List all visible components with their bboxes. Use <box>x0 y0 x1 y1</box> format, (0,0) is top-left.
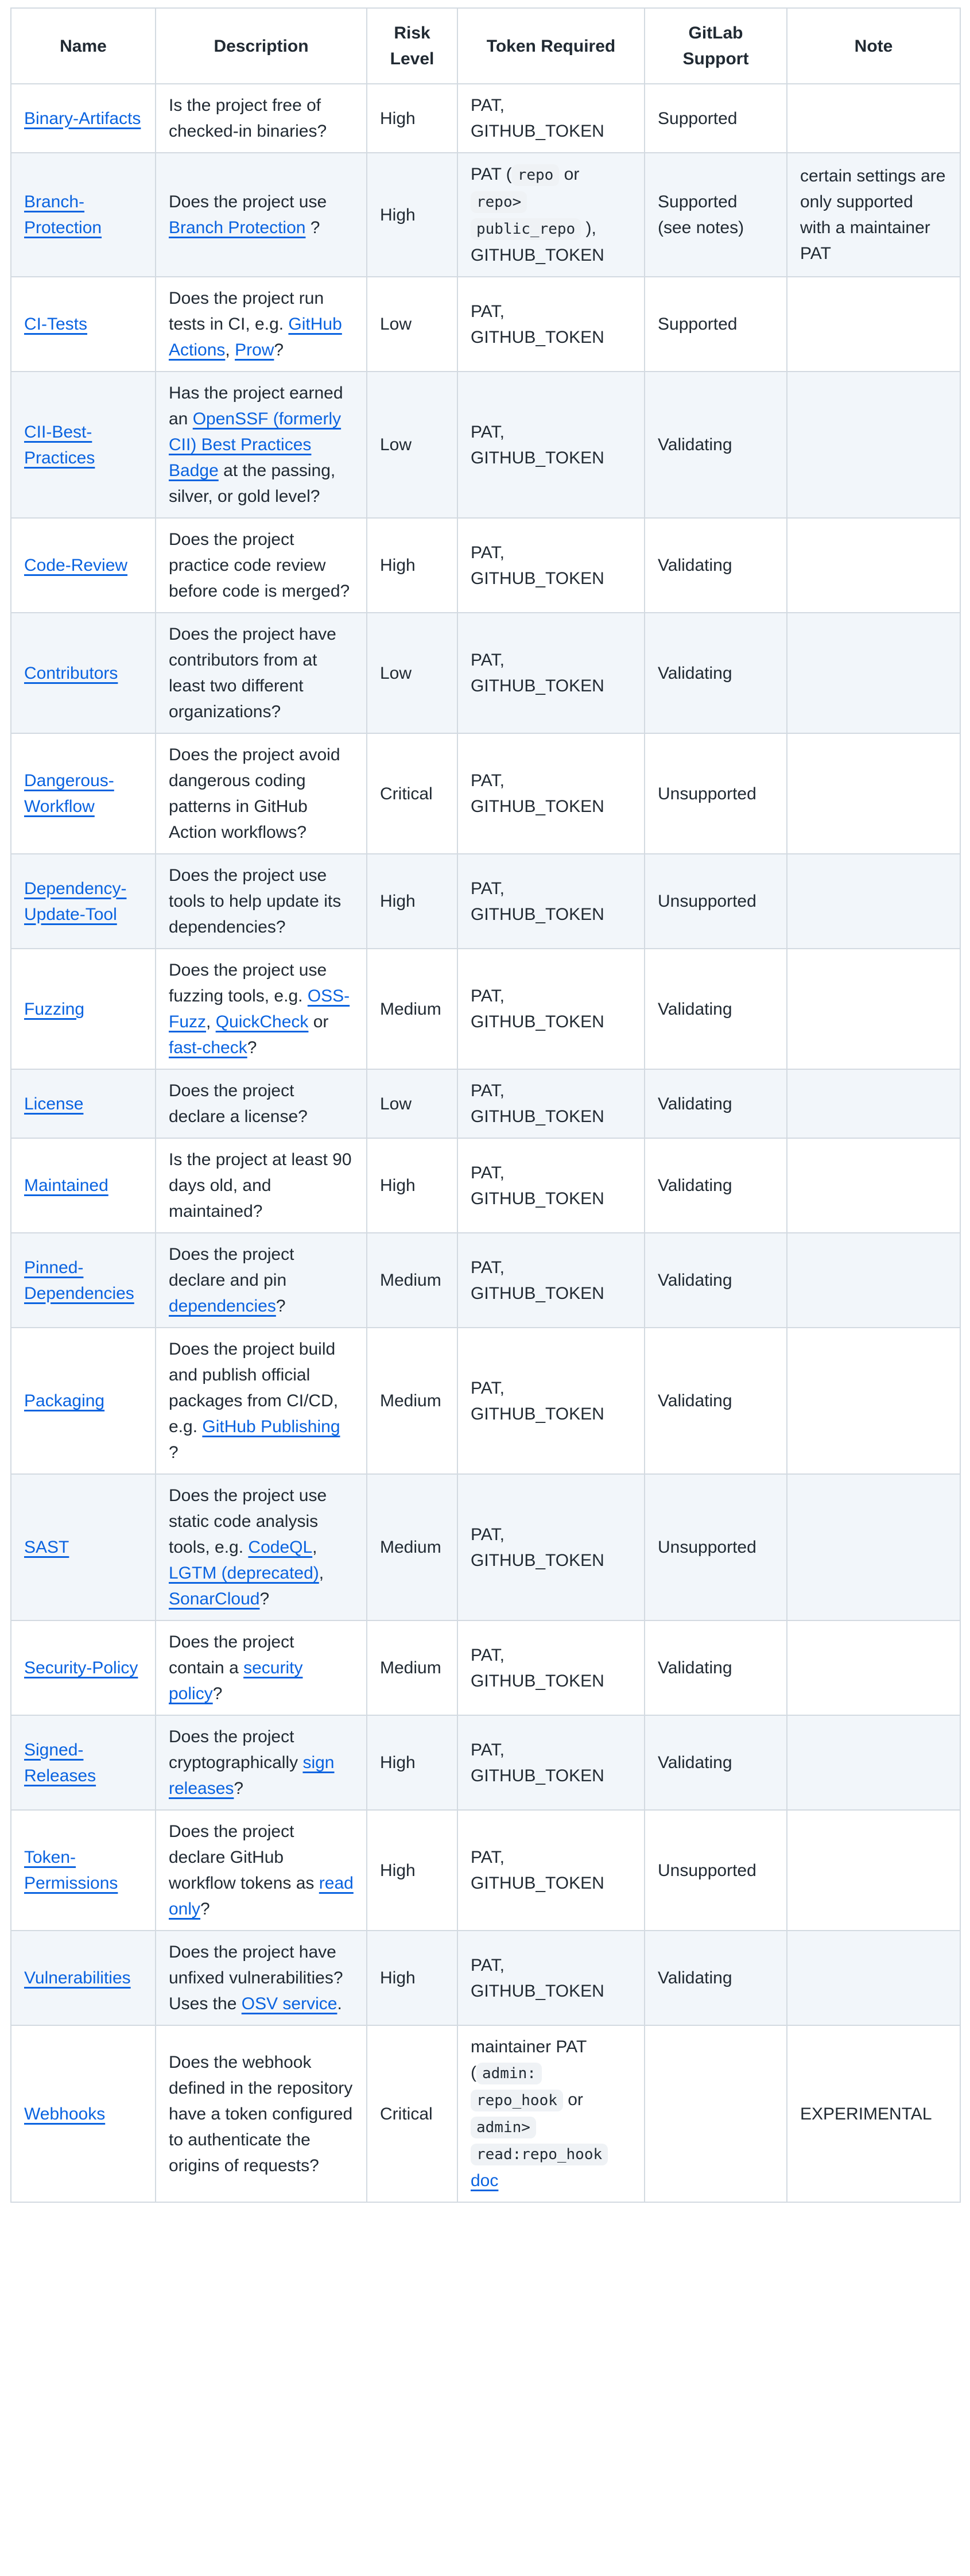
cell-token-required <box>457 1233 645 1328</box>
cell-description <box>156 518 367 613</box>
text: ? <box>305 218 320 237</box>
table-row-vulnerabilities <box>11 1931 960 2025</box>
cell-risk-level: Medium <box>367 1233 457 1328</box>
cell-risk-level: Low <box>367 372 457 518</box>
inline-link[interactable]: QuickCheck <box>215 1012 309 1031</box>
check-link-ci-tests[interactable]: CI-Tests <box>24 315 88 334</box>
cell-name <box>11 2025 156 2202</box>
cell-name <box>11 84 156 153</box>
cell-gitlab-support: Validating <box>645 1138 787 1233</box>
cell-note <box>787 1233 960 1328</box>
cell-risk-level: Critical <box>367 733 457 854</box>
text: ? <box>274 341 284 359</box>
text: PAT, GITHUB_TOKEN <box>471 301 604 347</box>
cell-name <box>11 733 156 854</box>
cell-description <box>156 1138 367 1233</box>
column-header-gitlab-support: GitLab Support <box>645 8 787 84</box>
text: Is the project free of checked-in binaries? <box>169 96 327 141</box>
cell-gitlab-support: Validating <box>645 613 787 733</box>
cell-token-required <box>457 1069 645 1138</box>
cell-risk-level: High <box>367 1138 457 1233</box>
cell-risk-level: High <box>367 153 457 277</box>
cell-token-required <box>457 1138 645 1233</box>
check-link-packaging[interactable]: Packaging <box>24 1391 105 1410</box>
inline-link[interactable]: dependencies <box>169 1297 276 1316</box>
cell-description <box>156 1715 367 1810</box>
text: Does the project have unfixed vulnerabilities? Uses the <box>169 1943 343 2013</box>
table-row-signed-releases <box>11 1715 960 1810</box>
inline-link[interactable]: fast-check <box>169 1038 247 1057</box>
cell-name <box>11 1931 156 2025</box>
table-row-dangerous-workflow <box>11 733 960 854</box>
check-link-fuzzing[interactable]: Fuzzing <box>24 999 85 1019</box>
cell-note <box>787 2025 960 2202</box>
cell-token-required <box>457 733 645 854</box>
text: , <box>206 1012 216 1031</box>
cell-note <box>787 518 960 613</box>
cell-token-required <box>457 1474 645 1620</box>
cell-note <box>787 733 960 854</box>
check-link-binary-artifacts[interactable]: Binary-Artifacts <box>24 109 141 128</box>
cell-note <box>787 277 960 372</box>
text: Does the project use static code analysis tools, e.g. <box>169 1486 327 1557</box>
table-row-branch-protection <box>11 153 960 277</box>
cell-risk-level: High <box>367 1810 457 1931</box>
table-row-contributors <box>11 613 960 733</box>
cell-risk-level: High <box>367 84 457 153</box>
cell-risk-level: Medium <box>367 1620 457 1715</box>
column-header-risk-level: Risk Level <box>367 8 457 84</box>
column-header-description: Description <box>156 8 367 84</box>
cell-note <box>787 84 960 153</box>
cell-gitlab-support: Unsupported <box>645 854 787 949</box>
cell-note <box>787 1810 960 1931</box>
check-link-dangerous-workflow[interactable]: Dangerous-Workflow <box>24 771 114 816</box>
cell-description <box>156 1810 367 1931</box>
text: Does the project contain a <box>169 1633 294 1677</box>
cell-risk-level: High <box>367 1931 457 2025</box>
cell-note <box>787 1069 960 1138</box>
cell-name <box>11 949 156 1069</box>
text: ? <box>169 1443 179 1462</box>
text: ), GITHUB_TOKEN <box>471 219 604 265</box>
cell-gitlab-support: Validating <box>645 1931 787 2025</box>
text: ? <box>259 1589 270 1608</box>
table-row-token-permissions <box>11 1810 960 1931</box>
cell-note <box>787 1715 960 1810</box>
text: ? <box>200 1900 210 1919</box>
cell-risk-level: Medium <box>367 1328 457 1474</box>
cell-description <box>156 733 367 854</box>
cell-token-required <box>457 949 645 1069</box>
cell-description <box>156 277 367 372</box>
cell-name <box>11 613 156 733</box>
cell-name <box>11 153 156 277</box>
cell-token-required <box>457 2025 645 2202</box>
cell-description <box>156 1931 367 2025</box>
text: Does the project practice code review before code is merged? <box>169 530 350 601</box>
cell-gitlab-support: Validating <box>645 1069 787 1138</box>
text: Does the project use fuzzing tools, e.g. <box>169 961 327 1005</box>
table-row-pinned-dependencies <box>11 1233 960 1328</box>
cell-token-required <box>457 518 645 613</box>
cell-name <box>11 1328 156 1474</box>
inline-link[interactable]: security policy <box>169 1658 303 1703</box>
table-body <box>11 84 960 2202</box>
cell-note <box>787 1474 960 1620</box>
cell-gitlab-support: Supported <box>645 84 787 153</box>
cell-name <box>11 854 156 949</box>
text: , <box>312 1538 317 1557</box>
cell-token-required <box>457 613 645 733</box>
cell-name <box>11 518 156 613</box>
table-row-webhooks <box>11 2025 960 2202</box>
text: ? <box>234 1779 244 1798</box>
cell-description <box>156 854 367 949</box>
check-link-cii-best-practices[interactable]: CII-Best-Practices <box>24 422 95 467</box>
cell-gitlab-support: Validating <box>645 1715 787 1810</box>
table-row-license <box>11 1069 960 1138</box>
code-span: repo> public_repo <box>471 191 581 240</box>
cell-gitlab-support: Unsupported <box>645 1474 787 1620</box>
cell-risk-level: Medium <box>367 1474 457 1620</box>
cell-description <box>156 613 367 733</box>
text: Has the project earned an <box>169 384 343 428</box>
check-link-pinned-dependencies[interactable]: Pinned-Dependencies <box>24 1258 134 1303</box>
cell-token-required <box>457 1931 645 2025</box>
text: Does the webhook defined in the repository have a token configured to authenticate the origins of requests? <box>169 2052 353 2175</box>
cell-description <box>156 153 367 277</box>
check-link-vulnerabilities[interactable]: Vulnerabilities <box>24 1968 131 1987</box>
cell-name <box>11 1810 156 1931</box>
cell-description <box>156 949 367 1069</box>
check-link-license[interactable]: License <box>24 1094 84 1113</box>
text: PAT, GITHUB_TOKEN <box>471 987 604 1031</box>
table-row-cii-best-practices <box>11 372 960 518</box>
cell-risk-level: High <box>367 1715 457 1810</box>
cell-gitlab-support: Supported (see notes) <box>645 153 787 277</box>
cell-token-required <box>457 372 645 518</box>
cell-gitlab-support: Unsupported <box>645 733 787 854</box>
header-row <box>11 8 960 84</box>
text: Does the project use tools to help update its dependencies? <box>169 866 342 937</box>
cell-description <box>156 84 367 153</box>
text: , <box>319 1564 324 1583</box>
cell-name <box>11 1715 156 1810</box>
text: PAT ( <box>471 165 512 184</box>
cell-note <box>787 854 960 949</box>
cell-gitlab-support: Validating <box>645 1233 787 1328</box>
inline-link[interactable]: OpenSSF (formerly CII) Best Practices Badge <box>169 409 342 480</box>
cell-token-required <box>457 1620 645 1715</box>
text: PAT, GITHUB_TOKEN <box>471 1081 604 1126</box>
inline-link[interactable]: sign releases <box>169 1753 335 1798</box>
text: PAT, GITHUB_TOKEN <box>471 1645 604 1691</box>
check-link-branch-protection[interactable]: Branch-Protection <box>24 192 102 237</box>
code-span: admin> read:repo_hook <box>471 2117 608 2165</box>
text: PAT, GITHUB_TOKEN <box>471 1955 604 2001</box>
cell-name <box>11 1474 156 1620</box>
text: PAT, GITHUB_TOKEN <box>471 1740 604 1785</box>
cell-gitlab-support <box>645 2025 787 2202</box>
cell-risk-level: Low <box>367 1069 457 1138</box>
cell-risk-level: Low <box>367 613 457 733</box>
text: PAT, GITHUB_TOKEN <box>471 96 604 141</box>
cell-token-required <box>457 84 645 153</box>
check-link-maintained[interactable]: Maintained <box>24 1176 108 1195</box>
check-link-signed-releases[interactable]: Signed-Releases <box>24 1740 96 1785</box>
text: PAT, GITHUB_TOKEN <box>471 1525 604 1570</box>
cell-note <box>787 613 960 733</box>
cell-risk-level: Critical <box>367 2025 457 2202</box>
inline-link[interactable]: GitHub Actions <box>169 315 342 359</box>
cell-gitlab-support: Supported <box>645 277 787 372</box>
cell-name <box>11 1620 156 1715</box>
cell-description <box>156 1069 367 1138</box>
inline-link[interactable]: Prow <box>235 341 274 359</box>
table-header <box>11 8 960 84</box>
inline-link[interactable]: OSS-Fuzz <box>169 987 350 1031</box>
text: Is the project at least 90 days old, and maintained? <box>169 1150 352 1221</box>
cell-note <box>787 372 960 518</box>
table-row-dependency-update-tool <box>11 854 960 949</box>
cell-risk-level: Low <box>367 277 457 372</box>
cell-note <box>787 1931 960 2025</box>
inline-link[interactable]: LGTM (deprecated) <box>169 1564 319 1583</box>
cell-description <box>156 1474 367 1620</box>
cell-name <box>11 1233 156 1328</box>
check-link-dependency-update-tool[interactable]: Dependency-Update-Tool <box>24 879 127 924</box>
check-link-token-permissions[interactable]: Token-Permissions <box>24 1848 118 1893</box>
cell-gitlab-support: Validating <box>645 372 787 518</box>
text: ? <box>247 1038 257 1057</box>
text: PAT, GITHUB_TOKEN <box>471 1258 604 1303</box>
text: PAT, GITHUB_TOKEN <box>471 771 604 816</box>
text: PAT, GITHUB_TOKEN <box>471 1848 604 1893</box>
text: maintainer PAT ( <box>471 2037 587 2082</box>
cell-note <box>787 949 960 1069</box>
text: ? <box>276 1297 286 1316</box>
cell-description <box>156 1328 367 1474</box>
code-span: repo <box>512 164 560 186</box>
text: PAT, GITHUB_TOKEN <box>471 543 604 588</box>
text: certain settings are only supported with a maintainer PAT <box>800 167 946 263</box>
text: Does the project declare GitHub workflow tokens as <box>169 1822 319 1893</box>
text: Does the project avoid dangerous coding patterns in GitHub Action workflows? <box>169 745 340 842</box>
check-link-security-policy[interactable]: Security-Policy <box>24 1658 138 1677</box>
code-span: admin: repo_hook <box>471 2063 563 2111</box>
cell-token-required <box>457 854 645 949</box>
cell-risk-level: High <box>367 854 457 949</box>
cell-note <box>787 1328 960 1474</box>
cell-description <box>156 1233 367 1328</box>
inline-link[interactable]: read only <box>169 1874 354 1919</box>
inline-link[interactable]: OSV service <box>241 1994 337 2013</box>
cell-gitlab-support: Validating <box>645 949 787 1069</box>
text: EXPERIMENTAL <box>800 2104 932 2124</box>
cell-name <box>11 372 156 518</box>
column-header-token-required: Token Required <box>457 8 645 84</box>
column-header-note: Note <box>787 8 960 84</box>
inline-link[interactable]: CodeQL <box>248 1538 313 1557</box>
text: at the passing, silver, or gold level? <box>169 461 336 506</box>
text: Does the project build and publish official packages from CI/CD, e.g. <box>169 1340 339 1436</box>
cell-description <box>156 2025 367 2202</box>
text: PAT, GITHUB_TOKEN <box>471 422 604 467</box>
cell-risk-level: High <box>367 518 457 613</box>
table-row-ci-tests <box>11 277 960 372</box>
cell-token-required <box>457 153 645 277</box>
cell-token-required <box>457 1810 645 1931</box>
cell-name <box>11 1138 156 1233</box>
cell-name <box>11 277 156 372</box>
table-row-maintained <box>11 1138 960 1233</box>
check-link-contributors[interactable]: Contributors <box>24 663 118 683</box>
table-row-security-policy <box>11 1620 960 1715</box>
text: Does the project cryptographically <box>169 1727 303 1772</box>
cell-token-required <box>457 1715 645 1810</box>
check-link-webhooks[interactable]: Webhooks <box>24 2104 106 2124</box>
cell-token-required <box>457 1328 645 1474</box>
cell-description <box>156 1620 367 1715</box>
text: PAT, GITHUB_TOKEN <box>471 1163 604 1208</box>
text: Does the project have contributors from at least two different organizations? <box>169 625 336 721</box>
text: ? <box>212 1684 223 1703</box>
table-row-packaging <box>11 1328 960 1474</box>
text: PAT, GITHUB_TOKEN <box>471 1378 604 1424</box>
table-row-binary-artifacts <box>11 84 960 153</box>
cell-note <box>787 153 960 277</box>
inline-link[interactable]: Branch Protection <box>169 218 306 237</box>
inline-link[interactable]: GitHub Publishing <box>202 1417 340 1436</box>
cell-gitlab-support: Unsupported <box>645 1810 787 1931</box>
table-row-code-review <box>11 518 960 613</box>
checks-table <box>10 7 961 2203</box>
check-link-code-review[interactable]: Code-Review <box>24 556 128 575</box>
cell-gitlab-support: Validating <box>645 1620 787 1715</box>
text: or <box>308 1012 329 1031</box>
table-row-fuzzing <box>11 949 960 1069</box>
text: , <box>225 341 235 359</box>
cell-gitlab-support: Validating <box>645 1328 787 1474</box>
cell-risk-level: Medium <box>367 949 457 1069</box>
cell-token-required <box>457 277 645 372</box>
column-header-name: Name <box>11 8 156 84</box>
text: Does the project use <box>169 192 327 211</box>
inline-link[interactable]: SonarCloud <box>169 1589 260 1608</box>
text: or <box>559 165 580 184</box>
inline-link[interactable]: doc <box>471 2171 499 2190</box>
cell-note <box>787 1620 960 1715</box>
check-link-sast[interactable]: SAST <box>24 1538 69 1557</box>
text: Does the project run tests in CI, e.g. <box>169 289 324 334</box>
table-row-sast <box>11 1474 960 1620</box>
cell-name <box>11 1069 156 1138</box>
text: PAT, GITHUB_TOKEN <box>471 651 604 695</box>
cell-description <box>156 372 367 518</box>
text: Does the project declare and pin <box>169 1245 294 1290</box>
text: . <box>337 1994 342 2013</box>
text: PAT, GITHUB_TOKEN <box>471 879 604 924</box>
cell-gitlab-support: Validating <box>645 518 787 613</box>
text: or <box>562 2090 583 2109</box>
text: Does the project declare a license? <box>169 1081 308 1126</box>
cell-note <box>787 1138 960 1233</box>
